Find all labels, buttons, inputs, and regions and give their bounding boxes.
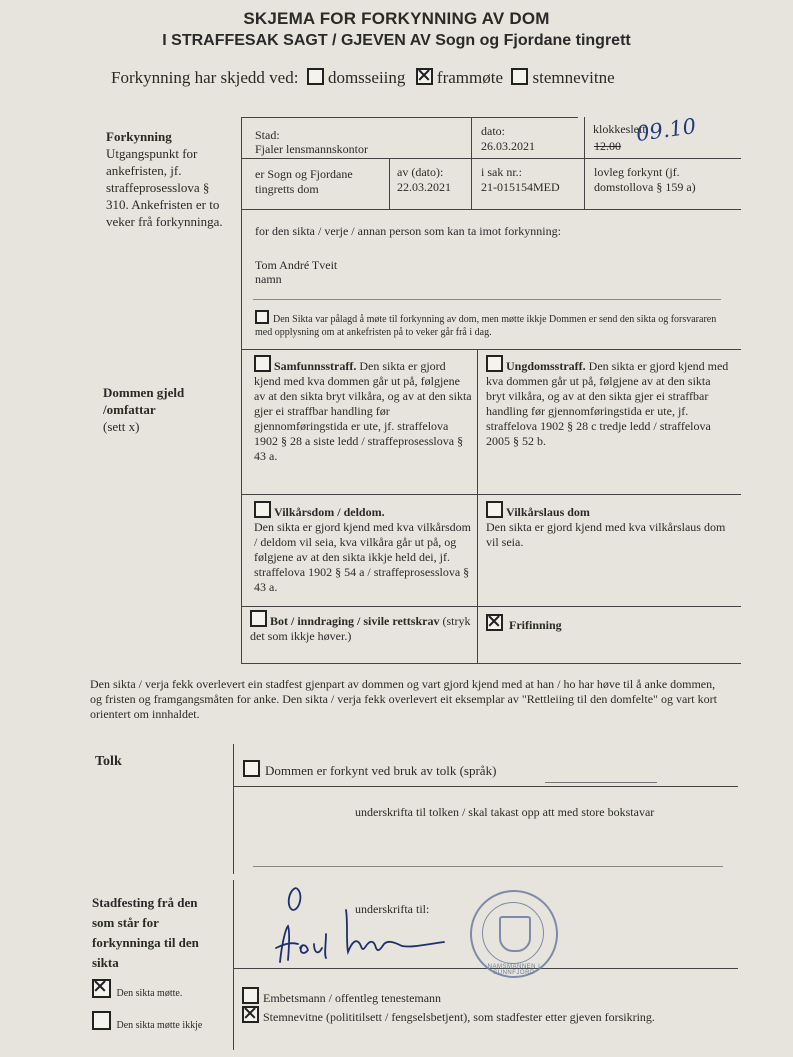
- stad-label: Stad:: [255, 128, 280, 142]
- vilkarsdom-option: [254, 501, 472, 595]
- grid-line: [241, 117, 578, 118]
- dato-value: 26.03.2021: [481, 139, 535, 153]
- klokkeslett-struck-value: 12.00: [594, 139, 621, 153]
- grid-line: [241, 117, 242, 664]
- grid-line: [389, 158, 390, 209]
- vilkarsdom-title: Vilkårsdom / deldom.: [274, 505, 385, 519]
- samfunnsstraff-option: [254, 355, 472, 464]
- grid-line: [241, 349, 741, 350]
- embetsmann-checkbox[interactable]: [242, 987, 259, 1004]
- sikta-mote-label: Den sikta møtte.: [116, 988, 183, 999]
- grid-line: [241, 209, 741, 210]
- stad-value: Fjaler lensmannskontor: [255, 142, 368, 156]
- court-label: er Sogn og Fjordane tingretts dom: [255, 167, 353, 196]
- tolk-signature-label: underskrifta til tolken / skal takast opp att med store bokstavar: [355, 805, 655, 819]
- form-title: SKJEMA FOR FORKYNNING AV DOM: [243, 9, 550, 28]
- stemnevitne-witness-checkbox[interactable]: [242, 1006, 259, 1023]
- ungdomsstraff-text: Den sikta er gjord kjend med kva dommen går ut på, følgjene av at den sikta bryt vilkåra, og av at den sikta gjer ei straffbar handling før gjennomføringstida er ute, jf. straffelova 1902 § 28 c tredje ledd / straffelova 2005 § 52 b.: [486, 359, 729, 448]
- absent-text: Den Sikta var pålagd å møte til forkynning av dom, men møtte ikkje Dommen er send den sikta og forsvararen med opplysning om at ankefristen på to veker går frå i dag.: [255, 314, 717, 338]
- dommen-heading: Dommen gjeld /omfattar: [103, 385, 185, 417]
- grid-line: [241, 663, 741, 664]
- dommen-section-label: [103, 384, 228, 435]
- vilkarslaus-checkbox[interactable]: [486, 501, 503, 518]
- av-dato-value: 22.03.2021: [397, 180, 451, 194]
- sak-label: i sak nr.:: [481, 165, 522, 179]
- sikta-mote-option: [92, 979, 182, 1000]
- frammote-label: frammøte: [436, 68, 503, 87]
- samfunnsstraff-title: Samfunnsstraff.: [274, 359, 357, 373]
- domsseiing-label: domsseiing: [327, 68, 406, 87]
- bot-checkbox[interactable]: [250, 610, 267, 627]
- grid-line: [233, 744, 234, 874]
- grid-line: [241, 158, 741, 159]
- stemnevitne-witness-label: Stemnevitne (polititilsett / fengselsbetjent), som stadfester etter gjeven forsikring.: [263, 1010, 655, 1024]
- klokkeslett-handwritten: 09.10: [634, 113, 698, 147]
- embetsmann-option: [242, 987, 441, 1006]
- bot-title: Bot / inndraging / sivile rettskrav: [270, 614, 440, 628]
- ungdomsstraff-checkbox[interactable]: [486, 355, 503, 372]
- absent-notice: [255, 310, 730, 339]
- tolk-checkbox[interactable]: [243, 760, 260, 777]
- namn-label: namn: [255, 272, 282, 286]
- served-by-row: [111, 68, 615, 88]
- sikta-ikkje-checkbox[interactable]: [92, 1011, 111, 1030]
- stemnevitne-label: stemnevitne: [532, 68, 615, 87]
- domsseiing-checkbox[interactable]: [307, 68, 324, 85]
- grid-line: [233, 786, 738, 787]
- tolk-option: [243, 760, 496, 779]
- frifinning-option: [486, 614, 731, 633]
- official-stamp: [470, 890, 558, 978]
- bot-suffix: (stryk det som ikkje høver.): [250, 614, 471, 643]
- grid-line: [241, 494, 741, 495]
- recipient-name: Tom André Tveit: [255, 258, 338, 272]
- forkynning-heading: Forkynning: [106, 129, 172, 144]
- forkynning-note: Utgangspunkt for ankefristen, jf. straffeprosesslova § 310. Ankefristen er to veker frå forkynninga.: [106, 146, 223, 229]
- absent-checkbox[interactable]: [255, 310, 269, 324]
- samfunnsstraff-text: Den sikta er gjord kjend med kva dommen går ut på, følgjene av at den sikta bryt vilkåra, og av at den sikta gjer ei straffbar handling før gjennomføringstida er ute, jf. straffelova 1902 § 28 a siste ledd / straffeprosesslova § 43 a.: [254, 359, 472, 463]
- embetsmann-label: Embetsmann / offentleg tenestemann: [263, 991, 442, 1005]
- tolk-heading: Tolk: [95, 754, 122, 769]
- samfunnsstraff-checkbox[interactable]: [254, 355, 271, 372]
- grid-line: [471, 117, 472, 209]
- klokkeslett-label: klokkeslett:: [593, 122, 649, 136]
- sikta-ikkje-option: [92, 1011, 202, 1032]
- vilkarsdom-text: Den sikta er gjord kjend med kva vilkårsdom / deldom vil seia, kva vilkåra går ut på, og følgjene av at den sikta ikkje held dei, jf. straffelova 1902 § 54 a / straffeprosesslova § 43 a.: [254, 520, 471, 594]
- vilkarslaus-text: Den sikta er gjord kjend med kva vilkårslaus dom vil seia.: [486, 520, 726, 549]
- bot-option: [250, 610, 472, 644]
- sak-value: 21-015154MED: [481, 180, 560, 194]
- stemnevitne-witness-option: [242, 1006, 732, 1025]
- coat-of-arms-icon: [499, 916, 531, 952]
- tolk-signature-line: [253, 866, 723, 867]
- forkynning-section-label: [106, 128, 228, 230]
- ungdomsstraff-option: [486, 355, 731, 449]
- grid-line: [477, 349, 478, 664]
- form-subtitle: I STRAFFESAK SAGT / GJEVEN AV Sogn og Fjordane tingrett: [162, 32, 631, 49]
- sikta-mote-checkbox[interactable]: [92, 979, 111, 998]
- grid-line: [584, 117, 585, 209]
- frifinning-title: Frifinning: [509, 618, 562, 632]
- av-dato-label: av (dato):: [397, 165, 444, 179]
- handwritten-signature: [262, 882, 482, 972]
- frifinning-checkbox[interactable]: [486, 614, 503, 631]
- recipient-name-line: [253, 299, 721, 300]
- stamp-text: NAMSMANNEN I SUNNFJORD: [487, 964, 541, 976]
- grid-line: [233, 880, 234, 1050]
- tolk-label: Dommen er forkynt ved bruk av tolk (språk): [265, 763, 497, 778]
- lovleg-label: lovleg forkynt (jf. domstollova § 159 a): [594, 165, 696, 194]
- tolk-language-line: [545, 782, 657, 783]
- served-by-label: Forkynning har skjedd ved:: [111, 68, 299, 87]
- stadfesting-heading: Stadfesting frå den som står for forkynninga til den sikta: [92, 895, 199, 970]
- stemnevitne-checkbox[interactable]: [511, 68, 528, 85]
- vilkarsdom-checkbox[interactable]: [254, 501, 271, 518]
- vilkarslaus-option: [486, 501, 731, 550]
- ungdomsstraff-title: Ungdomsstraff.: [506, 359, 586, 373]
- dato-label: dato:: [481, 124, 505, 138]
- dommen-sub: (sett x): [103, 419, 140, 434]
- sikta-ikkje-label: Den sikta møtte ikkje: [116, 1020, 203, 1031]
- signature-label: underskrifta til:: [355, 902, 430, 916]
- vilkarslaus-title: Vilkårslaus dom: [506, 505, 590, 519]
- info-paragraph: Den sikta / verja fekk overlevert ein stadfest gjenpart av dommen og vart gjord kjend med at han / ho har høve til å anke dommen, og fristen og framgangsmåten for anke. Den sikta / verja fekk overlevert eit eksemplar av "Rettleiing til den domfelte" og vart kort orientert om innhaldet.: [90, 677, 717, 721]
- recipient-label: for den sikta / verje / annan person som kan ta imot forkynning:: [255, 224, 561, 238]
- grid-line: [241, 606, 741, 607]
- frammote-checkbox[interactable]: [416, 68, 433, 85]
